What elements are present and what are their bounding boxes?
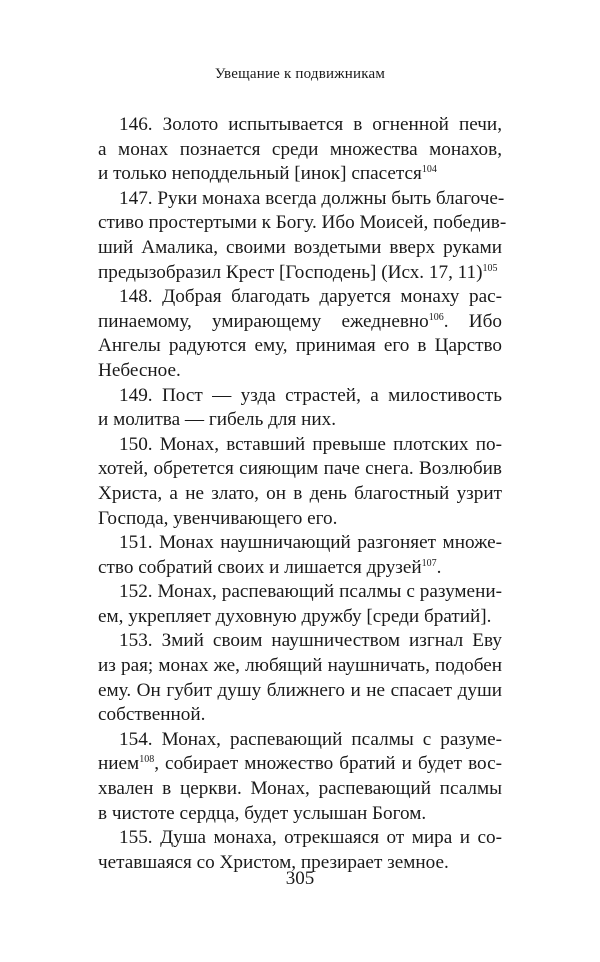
line-text-after-note: . — [436, 556, 442, 578]
line-text: 149. Пост — узда страстей, а милостивость — [119, 384, 502, 406]
line-text: 147. Руки монаха всегда должны быть благоче- — [119, 187, 505, 209]
text-line — [98, 359, 502, 384]
text-line — [98, 113, 502, 138]
text-line — [98, 752, 502, 777]
paragraph — [98, 384, 502, 433]
paragraph — [98, 629, 502, 727]
text-line — [98, 408, 502, 433]
footnote-ref[interactable]: 106 — [428, 311, 444, 323]
paragraph — [98, 113, 502, 187]
text-line — [98, 556, 502, 581]
line-text-after-note: , собирает множество братий и будет вос- — [154, 753, 502, 775]
paragraph — [98, 580, 502, 629]
paragraph — [98, 728, 502, 826]
text-line — [98, 334, 502, 359]
text-line — [98, 187, 505, 212]
text-line — [98, 777, 502, 802]
page-number: 305 — [285, 868, 315, 889]
text-line — [98, 507, 502, 532]
paragraph — [98, 187, 507, 285]
text-line — [98, 261, 502, 286]
line-text: нием — [98, 753, 140, 775]
line-text: четавшаяся со Христом, презирает земное. — [98, 851, 449, 873]
text-line — [98, 162, 502, 187]
text-line — [98, 826, 502, 851]
line-text: 155. Душа монаха, отрекшаяся от мира и со- — [119, 827, 502, 849]
line-text: ему. Он губит душу ближнего и не спасает души — [98, 679, 502, 701]
text-line — [98, 629, 502, 654]
footnote-ref[interactable]: 108 — [139, 754, 155, 766]
text-line — [98, 211, 507, 236]
line-text: Ангелы радуются ему, принимая его в Царство — [98, 335, 502, 357]
line-text: 151. Монах наушничающий разгоняет множе- — [119, 532, 502, 554]
line-text: хвален в церкви. Монах, распевающий псалмы — [98, 778, 502, 800]
line-text: 150. Монах, вставший превыше плотских по- — [119, 433, 502, 455]
text-line — [98, 728, 502, 753]
text-line — [98, 703, 502, 728]
line-text: ший Амалика, своими воздетыми вверх руками — [98, 236, 502, 258]
line-text: ем, укрепляет духовную дружбу [среди братий]. — [98, 605, 492, 627]
line-text: и молитва — гибель для них. — [98, 409, 337, 431]
line-text: предызобразил Крест [Господень] (Исх. 17, 11) — [98, 261, 483, 283]
text-line — [98, 457, 502, 482]
paragraph — [98, 433, 502, 531]
text-line — [98, 531, 502, 556]
text-line — [98, 605, 502, 630]
line-text: пинаемому, умирающему ежедневно — [98, 310, 429, 332]
line-text: из рая; монах же, любящий наушничать, подобен — [98, 655, 502, 677]
text-line — [98, 433, 502, 458]
footnote-ref[interactable]: 104 — [421, 164, 437, 176]
text-line — [98, 310, 502, 335]
line-text: Христа, а не злато, он в день благостный узрит — [98, 482, 502, 504]
text-line — [98, 384, 502, 409]
line-text: в чистоте сердца, будет услышан Богом. — [98, 802, 427, 824]
line-text-after-note: . Ибо — [443, 310, 503, 332]
text-line — [98, 802, 502, 827]
line-text: ство собратий своих и лишается друзей — [98, 556, 422, 578]
paragraph — [98, 285, 502, 383]
footnote-ref[interactable]: 105 — [482, 262, 498, 274]
text-line — [98, 138, 502, 163]
text-line — [98, 236, 502, 261]
line-text: 154. Монах, распевающий псалмы с разуме- — [119, 728, 502, 750]
line-text: и только неподдельный [инок] спасется — [98, 163, 422, 185]
text-line — [98, 679, 502, 704]
line-text: Господа, увенчивающего его. — [98, 507, 338, 529]
text-line — [98, 285, 502, 310]
footnote-ref[interactable]: 107 — [421, 557, 437, 569]
line-text: собственной. — [98, 704, 206, 726]
running-head: Увещание к подвижникам — [214, 66, 386, 82]
text-line — [98, 654, 502, 679]
line-text: 153. Змий своим наушничеством изгнал Еву — [119, 630, 502, 652]
line-text: хотей, обретется сияющим паче снега. Возлюбив — [98, 458, 502, 480]
line-text: стиво простертыми к Богу. Ибо Моисей, победив- — [98, 212, 507, 234]
line-text: а монах познается среди множества монахов, — [98, 138, 502, 160]
line-text: 148. Добрая благодать даруется монаху рас- — [119, 286, 502, 308]
line-text: 152. Монах, распевающий псалмы с разумени- — [119, 581, 502, 603]
line-text: 146. Золото испытывается в огненной печи, — [119, 114, 502, 135]
text-line — [98, 482, 502, 507]
body-text — [98, 113, 507, 875]
paragraph — [98, 531, 502, 580]
line-text: Небесное. — [98, 359, 181, 381]
text-line — [98, 580, 502, 605]
